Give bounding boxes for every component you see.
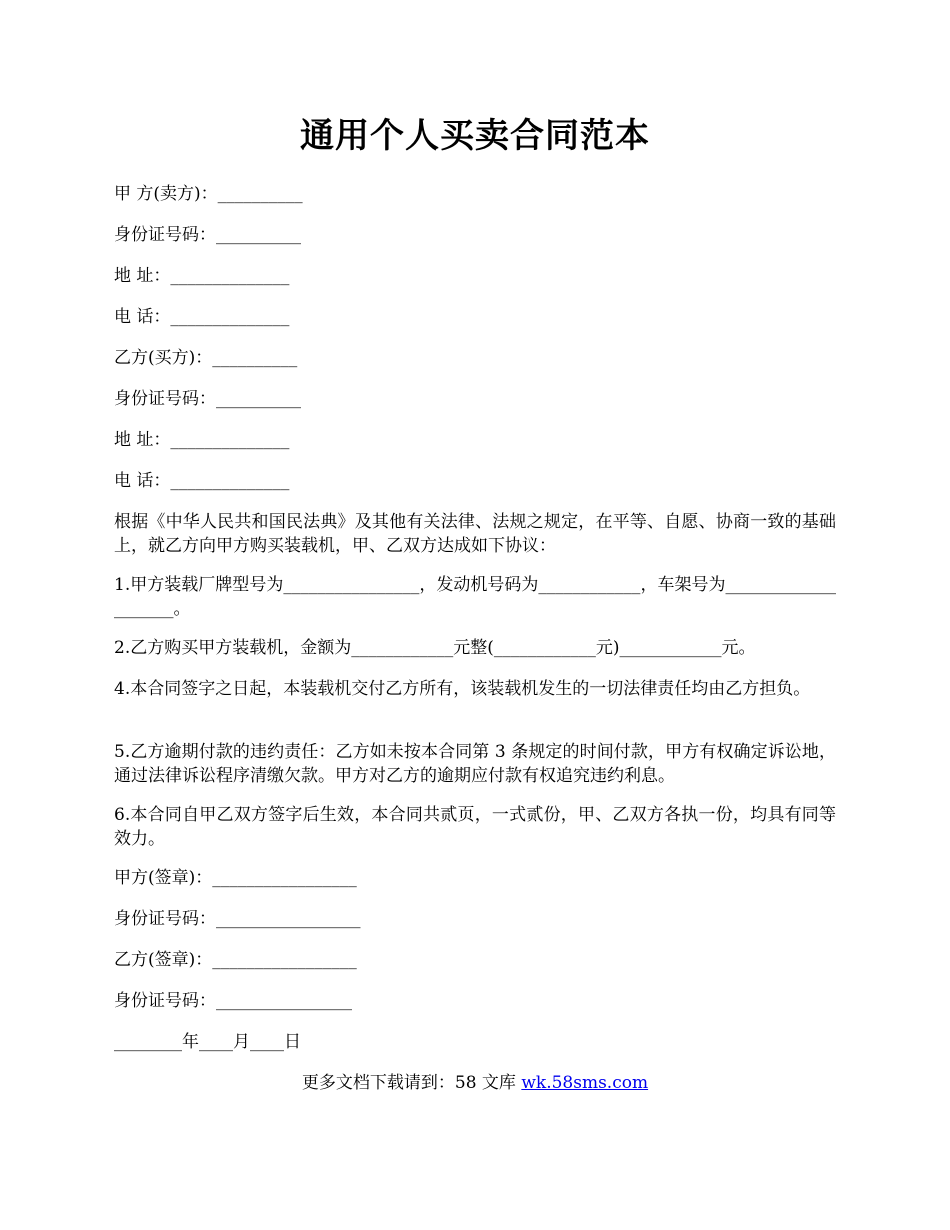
seller-address-field: 地 址：______________ [114, 266, 290, 286]
footer-text: 更多文档下载请到：58 文库 [301, 1073, 522, 1093]
seller-signature-field: 甲方(签章)：_________________ [114, 868, 357, 888]
buyer-address-field: 地 址：______________ [114, 430, 290, 450]
seller-signature-id-field: 身份证号码：_________________ [114, 909, 361, 929]
document-title: 通用个人买卖合同范本 [300, 116, 650, 156]
seller-id-field: 身份证号码：__________ [114, 225, 301, 245]
seller-phone-field: 电 话：______________ [114, 307, 290, 327]
clause-4: 4.本合同签字之日起，本装载机交付乙方所有，该装载机发生的一切法律责任均由乙方担负。 [114, 679, 811, 699]
footer-link[interactable]: wk.58sms.com [521, 1073, 649, 1093]
clause-5: 5.乙方逾期付款的违约责任：乙方如未按本合同第 3 条规定的时间付款，甲方有权确定诉讼地，通过法律诉讼程序清缴欠款。甲方对乙方的逾期应付款有权追究违约利息。 [114, 742, 836, 786]
buyer-name-field: 乙方(买方)：__________ [114, 348, 298, 368]
clause-2: 2.乙方购买甲方装载机，金额为____________元整(____________元)____________元。 [114, 638, 756, 658]
footer [0, 1071, 950, 1095]
seller-name-field: 甲 方(卖方)：__________ [114, 184, 303, 204]
buyer-phone-field: 电 话：______________ [114, 471, 290, 491]
buyer-id-field: 身份证号码：__________ [114, 389, 301, 409]
buyer-signature-field: 乙方(签章)：_________________ [114, 950, 357, 970]
buyer-signature-id-field: 身份证号码：________________ [114, 991, 352, 1011]
clause-1: 1.甲方装载厂牌型号为________________，发动机号码为____________，车架号为____________________。 [114, 575, 836, 619]
clause-6: 6.本合同自甲乙双方签字后生效，本合同共贰页，一式贰份，甲、乙双方各执一份，均具有同等效力。 [114, 805, 836, 849]
date-field: ________年____月____日 [114, 1032, 301, 1052]
preamble-paragraph: 根据《中华人民共和国民法典》及其他有关法律、法规之规定，在平等、自愿、协商一致的基础上，就乙方向甲方购买装载机，甲、乙双方达成如下协议： [114, 512, 836, 556]
